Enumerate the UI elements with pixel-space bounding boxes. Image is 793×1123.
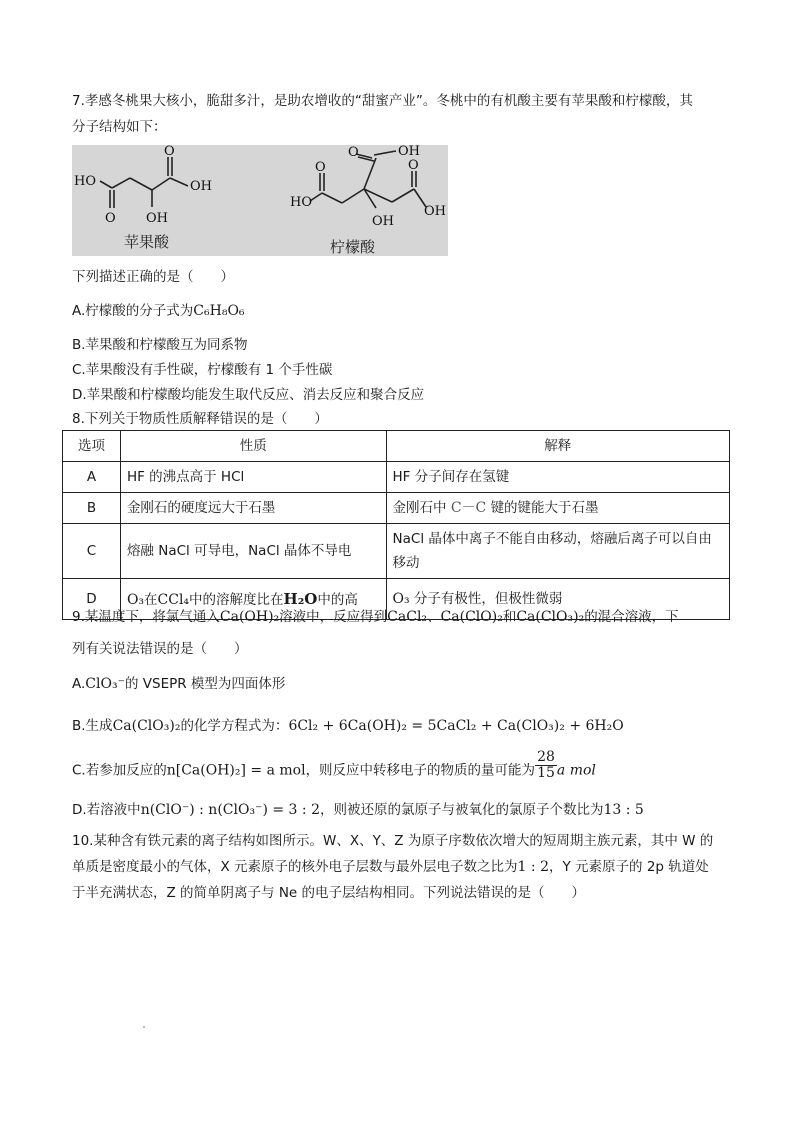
q8-table xyxy=(62,430,730,620)
citric-acid-label: 柠檬酸 xyxy=(330,238,376,256)
q7-option-a-formula: C₆H₈O₆ xyxy=(193,303,245,319)
q9-text: 的混合溶液，下 xyxy=(584,609,679,625)
formula: O₃ xyxy=(392,591,410,607)
option-cell: D xyxy=(63,579,121,620)
malic-atom-ho: HO xyxy=(74,174,96,189)
q10-stem-line3: 于半充满状态，Z 的简单阴离子与 Ne 的电子层结构相同。下列说法错误的是（ ） xyxy=(72,885,586,901)
property-cell: 熔融 NaCl 可导电，NaCl 晶体不导电 xyxy=(120,524,386,579)
q9-text: B.生成 xyxy=(72,718,113,734)
q7-option-a-text: A.柠檬酸的分子式为 xyxy=(72,303,194,319)
property-text: 中的高 xyxy=(317,591,358,608)
q7-option-b: B.苹果酸和柠檬酸互为同系物 xyxy=(72,337,248,353)
q9-option-a xyxy=(72,675,285,693)
explanation-cell xyxy=(386,493,729,524)
malic-acid-label: 苹果酸 xyxy=(124,233,170,251)
q9-text: 的 VSEPR 模型为四面体形 xyxy=(124,676,286,692)
citric-atom-o: O xyxy=(315,160,326,175)
q9-stem-line1 xyxy=(72,608,679,626)
citric-bond xyxy=(342,189,364,203)
option-cell: B xyxy=(63,493,121,524)
malic-atom-oh: OH xyxy=(146,211,168,226)
molecule-structures-figure xyxy=(72,145,448,256)
explanation-line: NaCl 晶体中离子不能自由移动，熔融后离子可以自由 xyxy=(392,531,712,547)
bond-formula: C－C xyxy=(450,500,487,516)
malic-atom-o: O xyxy=(105,211,116,226)
table-header-row xyxy=(63,431,730,462)
fraction-numerator: 28 xyxy=(537,749,555,765)
malic-atom-oh: OH xyxy=(190,179,212,194)
citric-atom-o: O xyxy=(408,158,419,173)
ratio: 1 : 2 xyxy=(517,859,549,875)
malic-atom-o: O xyxy=(164,145,175,159)
option-cell: C xyxy=(63,524,121,579)
formula: Ca(OH)₂ xyxy=(219,609,280,625)
q9-text: ，则被还原的氯原子与被氧化的氯原子个数比为 xyxy=(319,802,604,818)
q10-text: ，Y 元素原子的 2p 轨道处 xyxy=(548,859,709,875)
header-cell: 解释 xyxy=(386,431,729,462)
formula: O₃ xyxy=(126,591,145,608)
malic-bond xyxy=(112,178,130,188)
ratio: 13 : 5 xyxy=(603,802,644,818)
q9-stem-line2: 列有关说法错误的是（ ） xyxy=(72,641,248,657)
header-cell: 性质 xyxy=(120,431,386,462)
citric-atom-oh: OH xyxy=(424,204,446,219)
citric-atom-ho: HO xyxy=(290,195,312,210)
citric-bond xyxy=(322,193,342,203)
table-row xyxy=(63,493,730,524)
explanation-text: 金刚石中 xyxy=(392,500,447,516)
citric-bond xyxy=(392,189,414,202)
q10-stem-line1: 10.某种含有铁元素的离子结构如图所示。W、X、Y、Z 为原子序数依次增大的短周期主族元素，其中 W 的 xyxy=(72,833,714,849)
q9-text: A. xyxy=(72,676,86,692)
option-cell: A xyxy=(63,462,121,493)
expression: n(ClO⁻) : n(ClO₃⁻) = 3 : 2 xyxy=(140,802,320,818)
table-row xyxy=(63,524,730,579)
citric-bond xyxy=(364,158,376,189)
q10-text: 单质是密度最小的气体，X 元素原子的核外电子层数与最外层电子数之比为 xyxy=(72,859,518,875)
formula: ClO₃⁻ xyxy=(85,676,125,692)
q7-option-d: D.苹果酸和柠檬酸均能发生取代反应、消去反应和聚合反应 xyxy=(72,387,425,403)
formula: CaCl₂ xyxy=(387,609,428,625)
q8-stem: 8.下列关于物质性质解释错误的是（ ） xyxy=(72,411,328,427)
malic-bond xyxy=(170,178,188,186)
unit: a mol xyxy=(556,762,596,779)
q9-text: 、 xyxy=(427,609,441,625)
q9-option-c xyxy=(72,749,596,781)
equation: 6Cl₂ + 6Ca(OH)₂ = 5CaCl₂ + Ca(ClO₃)₂ + 6H₂O xyxy=(288,718,624,734)
q10-stem-line2 xyxy=(72,858,709,876)
table-row xyxy=(63,462,730,493)
citric-bond xyxy=(374,151,396,155)
citric-atom-o: O xyxy=(348,145,359,160)
q7-option-c: C.苹果酸没有手性碳，柠檬酸有 1 个手性碳 xyxy=(72,362,333,378)
expression: n[Ca(OH)₂] = a mol xyxy=(166,762,306,779)
malic-bond xyxy=(130,178,152,190)
property-cell: 金刚石的硬度远大于石墨 xyxy=(120,493,386,524)
formula: H₂O xyxy=(283,589,318,608)
citric-atom-oh: OH xyxy=(372,214,394,229)
formula: CCl₄ xyxy=(157,591,190,608)
q7-prompt: 下列描述正确的是（ ） xyxy=(72,269,234,285)
explanation-cell: HF 分子间存在氢键 xyxy=(386,462,729,493)
fraction-denominator: 15 xyxy=(537,765,555,781)
explanation-cell xyxy=(386,524,729,579)
q7-stem-line2: 分子结构如下： xyxy=(72,119,167,135)
q7-option-a xyxy=(72,302,245,320)
property-text: 在 xyxy=(144,591,158,608)
header-cell: 选项 xyxy=(63,431,121,462)
q9-text: 和 xyxy=(502,609,517,625)
explanation-text: 分子有极性，但极性微弱 xyxy=(413,591,563,607)
explanation-text: 键的键能大于石墨 xyxy=(490,500,599,516)
formula: Ca(ClO₃)₂ xyxy=(112,718,181,734)
q9-text: 9.某温度下，将氯气通入 xyxy=(72,609,220,625)
q9-text: C.若参加反应的 xyxy=(72,762,167,779)
explanation-line: 移动 xyxy=(392,555,420,571)
formula: Ca(ClO)₂ xyxy=(440,609,503,625)
fraction xyxy=(535,750,557,781)
q9-text: ，则反应中转移电子的物质的量可能为 xyxy=(305,762,536,779)
q9-option-d xyxy=(72,801,644,819)
property-text: 中的溶解度比在 xyxy=(189,591,284,608)
property-cell: HF 的沸点高于 HCl xyxy=(120,462,386,493)
q9-text: D.若溶液中 xyxy=(72,802,141,818)
formula: Ca(ClO₃)₂ xyxy=(516,609,585,625)
q9-option-b xyxy=(72,717,624,735)
q7-stem-line1: 7.孝感冬桃果大核小，脆甜多汁，是助农增收的“甜蜜产业”。冬桃中的有机酸主要有苹果酸和柠檬酸，其 xyxy=(72,93,693,109)
malic-bond xyxy=(100,181,112,188)
malic-bond xyxy=(152,178,170,190)
citric-atom-oh: OH xyxy=(398,145,420,159)
q9-text: 的化学方程式为： xyxy=(180,718,289,734)
q9-text: 溶液中，反应得到 xyxy=(279,609,388,625)
scan-speck xyxy=(143,1026,145,1028)
